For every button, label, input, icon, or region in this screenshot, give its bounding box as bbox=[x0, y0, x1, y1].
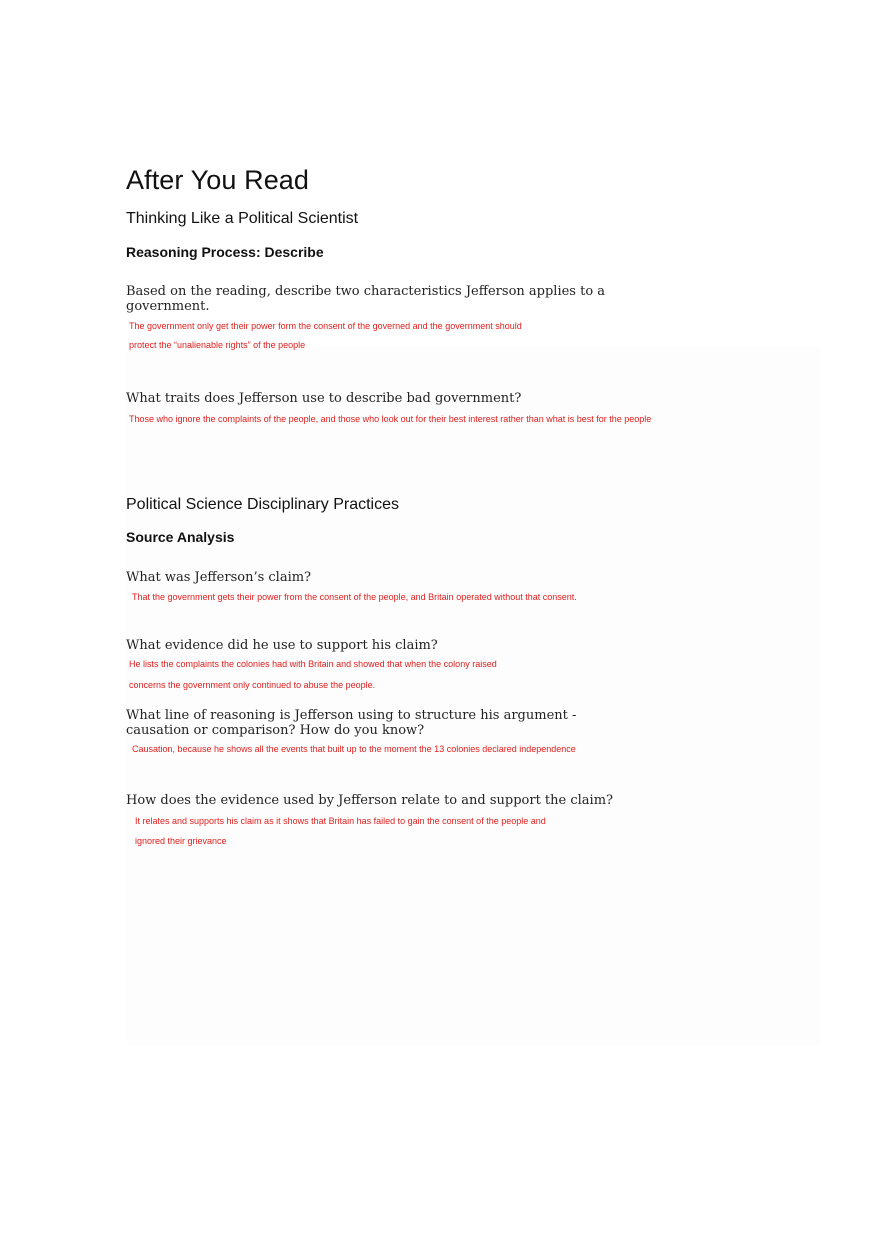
answer-6-line-1: It relates and supports his claim as it shows that Britain has failed to gain the consent of the people and bbox=[135, 816, 546, 826]
question-1-line-2: government. bbox=[126, 299, 210, 314]
page-title: After You Read bbox=[126, 165, 310, 195]
section-title-thinking: Thinking Like a Political Scientist bbox=[126, 210, 359, 227]
section-title-practices: Political Science Disciplinary Practices bbox=[126, 496, 399, 513]
answer-area-background bbox=[126, 346, 820, 1046]
question-5-line-1: What line of reasoning is Jefferson using to structure his argument - bbox=[126, 708, 577, 723]
question-4-line-1: What evidence did he use to support his claim? bbox=[126, 638, 438, 653]
answer-5-line-1: Causation, because he shows all the events that built up to the moment the 13 colonies declared independence bbox=[132, 744, 576, 754]
answer-6-line-2: ignored their grievance bbox=[135, 836, 227, 846]
question-3-line-1: What was Jefferson’s claim? bbox=[126, 570, 312, 585]
section-subtitle-source-analysis: Source Analysis bbox=[126, 529, 235, 545]
question-2-line-1: What traits does Jefferson use to describe bad government? bbox=[126, 391, 522, 406]
question-6-line-1: How does the evidence used by Jefferson relate to and support the claim? bbox=[126, 793, 613, 808]
answer-1-line-1: The government only get their power form the consent of the governed and the government should bbox=[129, 321, 522, 331]
answer-4-line-2: concerns the government only continued to abuse the people. bbox=[129, 680, 376, 690]
answer-2-line-1: Those who ignore the complaints of the people, and those who look out for their best interest rather than what is best for the people bbox=[129, 414, 652, 424]
answer-1-line-2: protect the “unalienable rights” of the people bbox=[129, 340, 306, 350]
section-subtitle-describe: Reasoning Process: Describe bbox=[126, 244, 324, 260]
question-5-line-2: causation or comparison? How do you know? bbox=[126, 723, 425, 738]
question-1-line-1: Based on the reading, describe two characteristics Jefferson applies to a bbox=[126, 284, 606, 299]
answer-4-line-1: He lists the complaints the colonies had with Britain and showed that when the colony raised bbox=[129, 659, 497, 669]
answer-3-line-1: That the government gets their power from the consent of the people, and Britain operated without that consent. bbox=[132, 592, 577, 602]
